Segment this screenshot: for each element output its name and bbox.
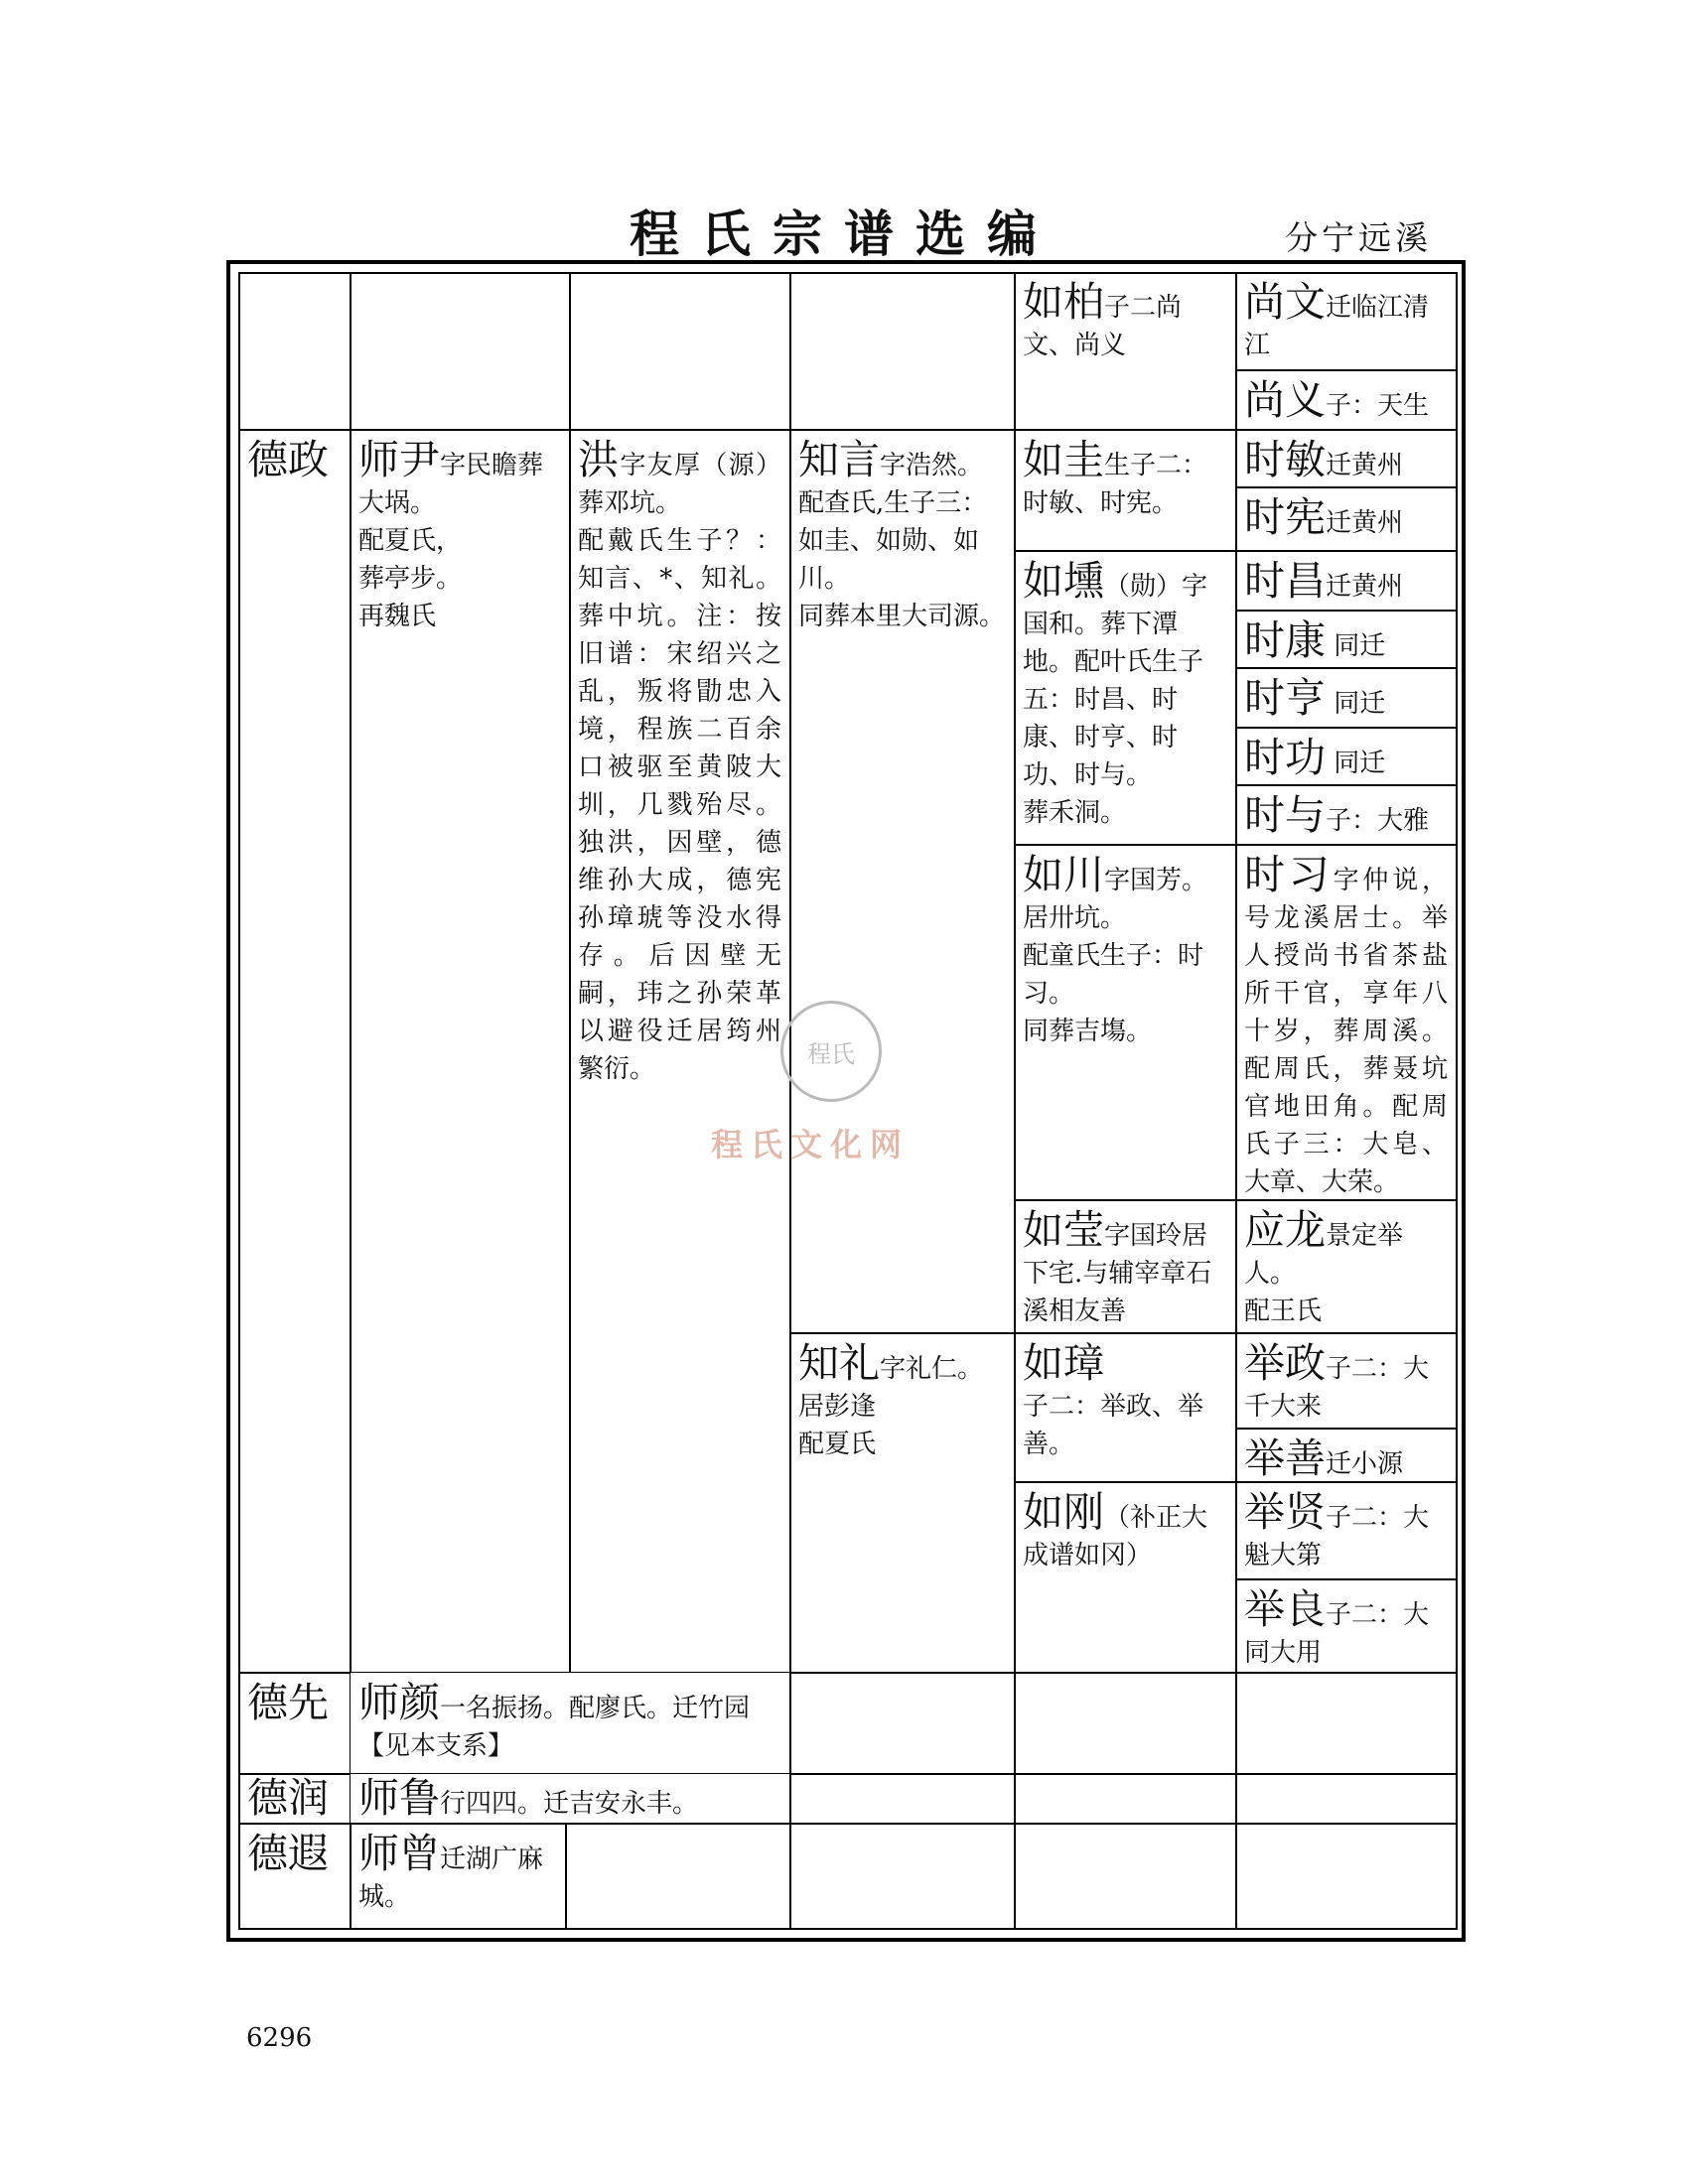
person-note: 同迁 [1326,749,1386,778]
person-note: （勋）字国和。葬下潭地。配叶氏生子五：时昌、时康、时亨、时功、时与。 葬禾洞。 [1023,572,1208,828]
person-note: 字仲说，号龙溪居士。举人授尚书省茶盐所干官，享年八十岁，葬周溪。配周氏，葬聂坑官地田角。配周氏子三：大皂、大章、大荣。 [1244,866,1448,1197]
person-name: 德政 [247,436,329,483]
person-name: 如柏 [1023,278,1104,326]
person-note: 字浩然。 配查氏,生子三：如圭、如勋、如川。 同葬本里大司源。 [798,451,1006,631]
cell-ruobai [1015,272,1235,429]
cell-dexian [239,1673,350,1773]
person-name: 应龙 [1244,1206,1326,1254]
cell-shimin [1236,430,1456,486]
cell-zhili [790,1333,1014,1672]
person-name: 如璋 [1023,1339,1104,1387]
person-name: 举贤 [1244,1488,1326,1536]
person-note: 迁小源 [1326,1449,1404,1479]
person-note: 同迁 [1326,631,1386,661]
person-name: 时敏 [1244,436,1326,483]
person-note: 子：天生 [1326,391,1430,421]
cell-shigong [1236,728,1456,784]
person-note: 子二：大千大来 [1244,1354,1430,1422]
cell-ruchuan [1015,845,1235,1199]
cell-shiheng [1236,668,1456,727]
cell-ruying [1015,1200,1235,1332]
person-name: 师鲁 [358,1774,440,1822]
cell-juxian [1236,1482,1456,1578]
person-name: 尚义 [1244,376,1326,424]
person-note: 子二：举政、举善。 [1023,1392,1204,1459]
person-name: 如莹 [1023,1206,1104,1254]
person-note: 子二：大同大用 [1244,1600,1430,1668]
person-note: 子：大雅 [1326,806,1430,836]
person-name: 师颜 [358,1679,440,1726]
genealogy-table [226,260,1466,1942]
person-note: 子二尚文、尚义 [1023,293,1183,360]
cell-shangyi [1236,370,1456,429]
person-name: 时功 [1244,734,1326,781]
person-note: 迁黄州 [1326,508,1404,538]
person-name: 师尹 [358,436,440,483]
person-name: 德润 [247,1774,329,1822]
person-name: 举良 [1244,1585,1326,1633]
cell-rugang [1015,1482,1235,1672]
cell-juzheng [1236,1333,1456,1428]
person-note: 生子二：时敏、时宪。 [1023,451,1208,518]
cell-zhiyan [790,430,1014,1331]
person-name: 时康 [1244,616,1326,664]
watermark-text: 程氏文化网 [711,1126,911,1163]
watermark-seal: 程氏 [780,1001,882,1102]
cell-shiyu [1236,785,1456,844]
person-note: 字国玲居下宅.与辅宰章石溪相友善 [1023,1221,1212,1326]
cell-shizeng [351,1824,565,1928]
person-note: 子二：大魁大第 [1244,1503,1430,1570]
person-name: 如圭 [1023,436,1104,483]
person-name: 举政 [1244,1339,1326,1387]
cell-derun [239,1774,350,1823]
cell-dexia [239,1824,350,1928]
cell-ruogui [1015,430,1235,550]
person-note: 景定举人。 配王氏 [1244,1221,1404,1326]
person-name: 时与 [1244,791,1326,839]
person-name: 时昌 [1244,557,1326,605]
cell-shiyin [351,430,569,1671]
person-name: 时亨 [1244,674,1326,722]
cell-shilu [351,1774,789,1823]
cell-shikang [1236,611,1456,667]
region-label: 分宁远溪 [1285,218,1432,257]
cell-jushan [1236,1429,1456,1481]
person-note: 一名振扬。配廖氏。迁竹园【见本支系】 [358,1694,751,1761]
cell-dezheng [239,430,350,1671]
person-note: 迁黄州 [1326,572,1404,602]
cell-ruzhang [1015,1333,1235,1481]
person-name: 举善 [1244,1434,1326,1481]
person-note: 字礼仁。 居彭逢 配夏氏 [798,1354,984,1459]
cell-shichang [1236,551,1456,610]
person-name: 师曾 [358,1830,440,1877]
person-note: （补正大成谱如冈） [1023,1503,1208,1570]
person-note: 行四四。迁吉安永丰。 [440,1789,699,1819]
cell-shiyan [351,1673,789,1773]
cell-yinglong [1236,1200,1456,1332]
person-name: 德遐 [247,1830,329,1877]
person-note: 字国芳。 居卅坑。 配童氏生子：时习。 同葬吉塲。 [1023,866,1208,1046]
cell-ruxun [1015,551,1235,844]
person-name: 德先 [247,1679,329,1726]
person-name: 如川 [1023,851,1104,898]
cell-shixian [1236,487,1456,550]
person-name: 如刚 [1023,1488,1104,1536]
person-note: 迁黄州 [1326,451,1404,480]
cell-hong [570,430,789,1671]
person-name: 时宪 [1244,493,1326,541]
cell-juliang [1236,1579,1456,1672]
person-name: 洪 [578,436,621,483]
person-name: 尚文 [1244,278,1326,326]
person-note: 字友厚（源）葬邓坑。 配戴氏生子？：知言、*、知礼。葬中坑。注：按旧谱：宋绍兴之乱，叛将勖忠入境，程族二百余口被驱至黄陂大圳，几戮殆尽。独洪，因壁，德维孙大成，德宪孙璋琥等没水得存。后因壁无嗣，玮之孙荣革以避役迁居筠州繁衍。 [578,451,781,1084]
person-note: 同迁 [1326,689,1386,719]
cell-shangwen [1236,272,1456,369]
person-name: 知礼 [798,1339,880,1387]
page-title: 程氏宗谱选编 [630,205,1058,263]
person-note: 迁湖广麻城。 [358,1844,544,1912]
page-number: 6296 [246,2023,313,2053]
cell-shixi [1236,845,1456,1199]
person-note: 迁临江清江 [1244,293,1430,360]
person-note: 字民瞻葬大埚。 配夏氏， 葬亭步。 再魏氏 [358,451,544,631]
person-name: 如壎 [1023,557,1104,605]
person-name: 知言 [798,436,880,483]
person-name: 时习 [1244,851,1334,898]
